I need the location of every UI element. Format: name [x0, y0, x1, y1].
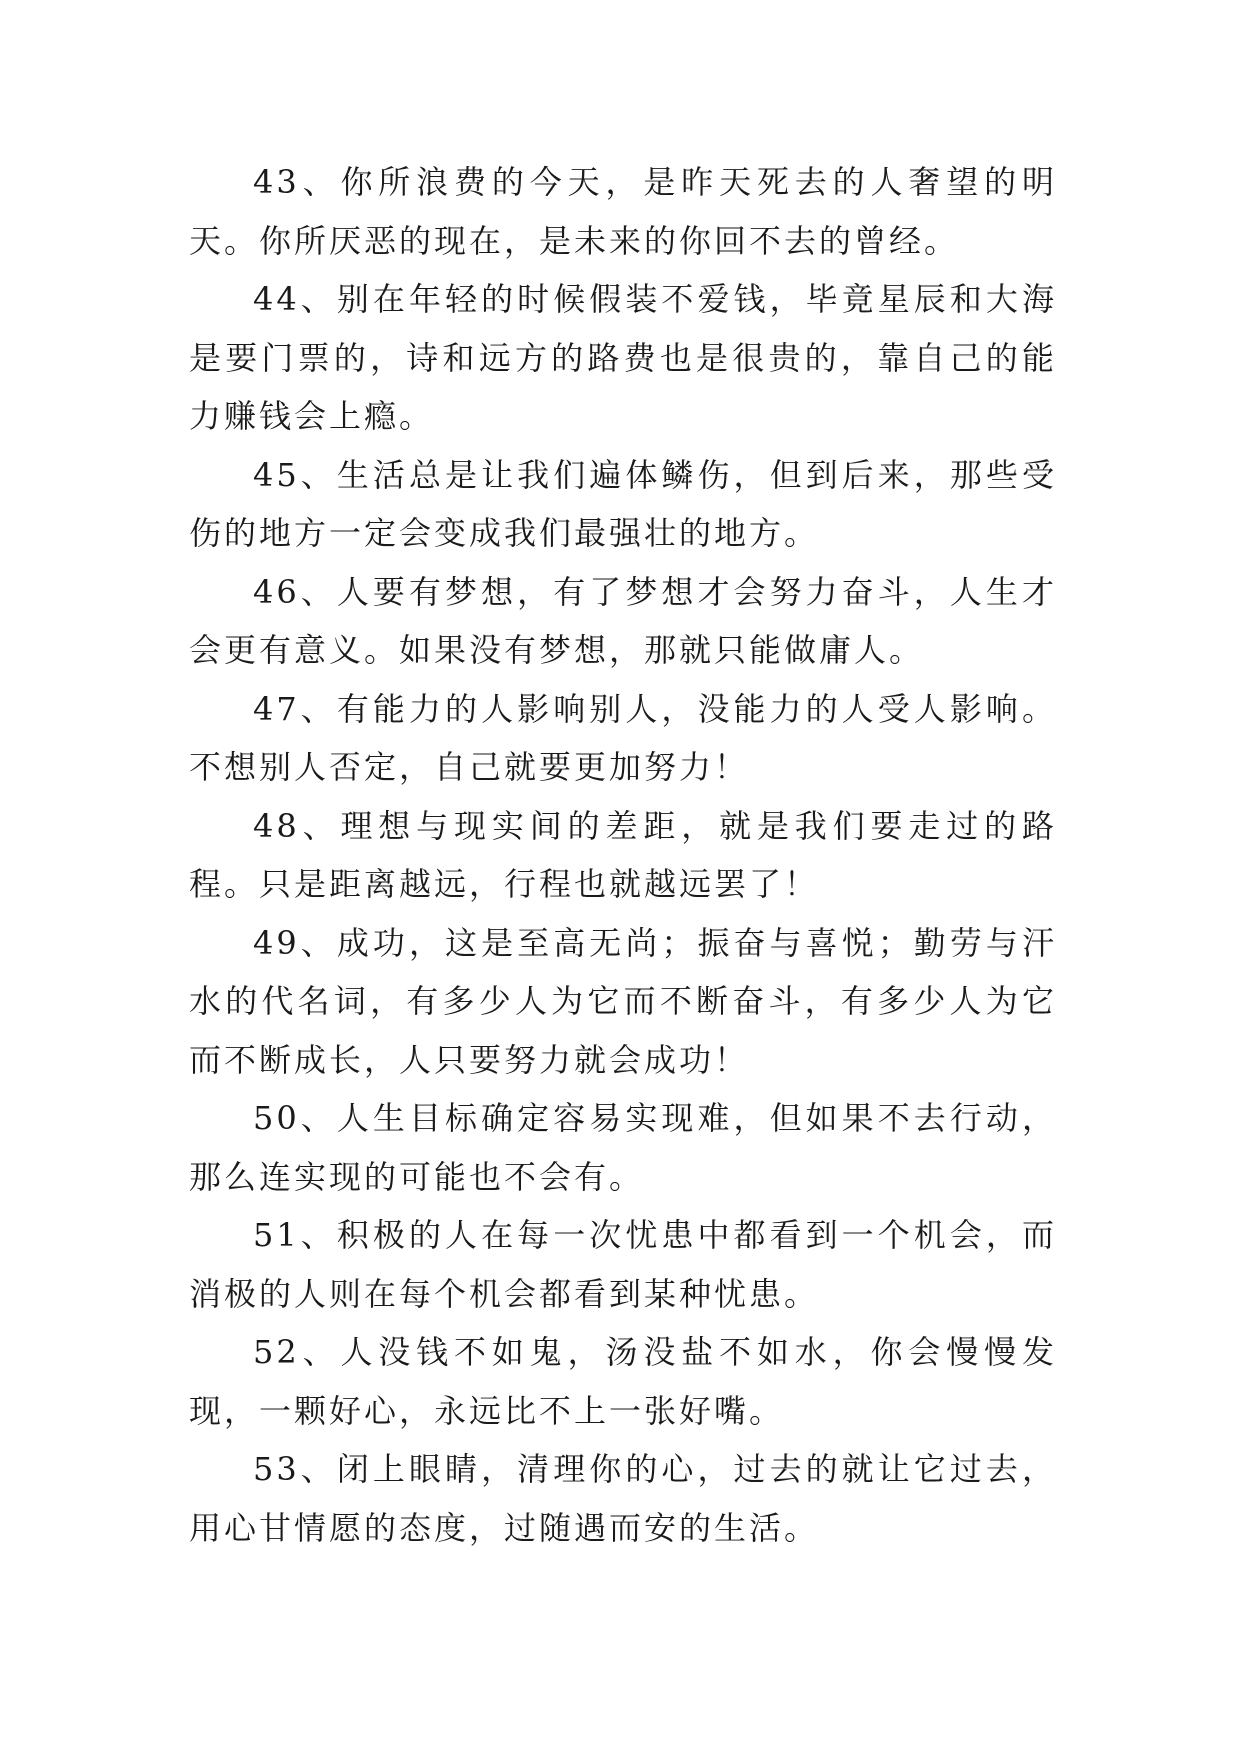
paragraph-51: 51、积极的人在每一次忧患中都看到一个机会，而消极的人则在每个机会都看到某种忧患。: [189, 1216, 1057, 1313]
paragraph-43: 43、你所浪费的今天，是昨天死去的人奢望的明天。你所厌恶的现在，是未来的你回不去的曾经。: [189, 163, 1057, 260]
paragraph-52: 52、人没钱不如鬼，汤没盐不如水，你会慢慢发现，一颗好心，永远比不上一张好嘴。: [189, 1333, 1057, 1430]
paragraph-49: 49、成功，这是至高无尚；振奋与喜悦；勤劳与汗水的代名词，有多少人为它而不断奋斗，有多少人为它而不断成长，人只要努力就会成功！: [189, 923, 1057, 1079]
paragraph-50: 50、人生目标确定容易实现难，但如果不去行动，那么连实现的可能也不会有。: [189, 1099, 1057, 1196]
paragraph-47: 47、有能力的人影响别人，没能力的人受人影响。不想别人否定，自己就要更加努力！: [189, 689, 1057, 786]
paragraph-53: 53、闭上眼睛，清理你的心，过去的就让它过去，用心甘情愿的态度，过随遇而安的生活。: [189, 1450, 1057, 1547]
paragraph-46: 46、人要有梦想，有了梦想才会努力奋斗，人生才会更有意义。如果没有梦想，那就只能做庸人。: [189, 572, 1057, 669]
paragraph-45: 45、生活总是让我们遍体鳞伤，但到后来，那些受伤的地方一定会变成我们最强壮的地方。: [189, 455, 1057, 552]
paragraph-48: 48、理想与现实间的差距，就是我们要走过的路程。只是距离越远，行程也就越远罢了！: [189, 806, 1057, 903]
paragraph-44: 44、别在年轻的时候假装不爱钱，毕竟星辰和大海是要门票的，诗和远方的路费也是很贵的，靠自己的能力赚钱会上瘾。: [189, 280, 1057, 435]
document-body: [189, 153, 1057, 1557]
